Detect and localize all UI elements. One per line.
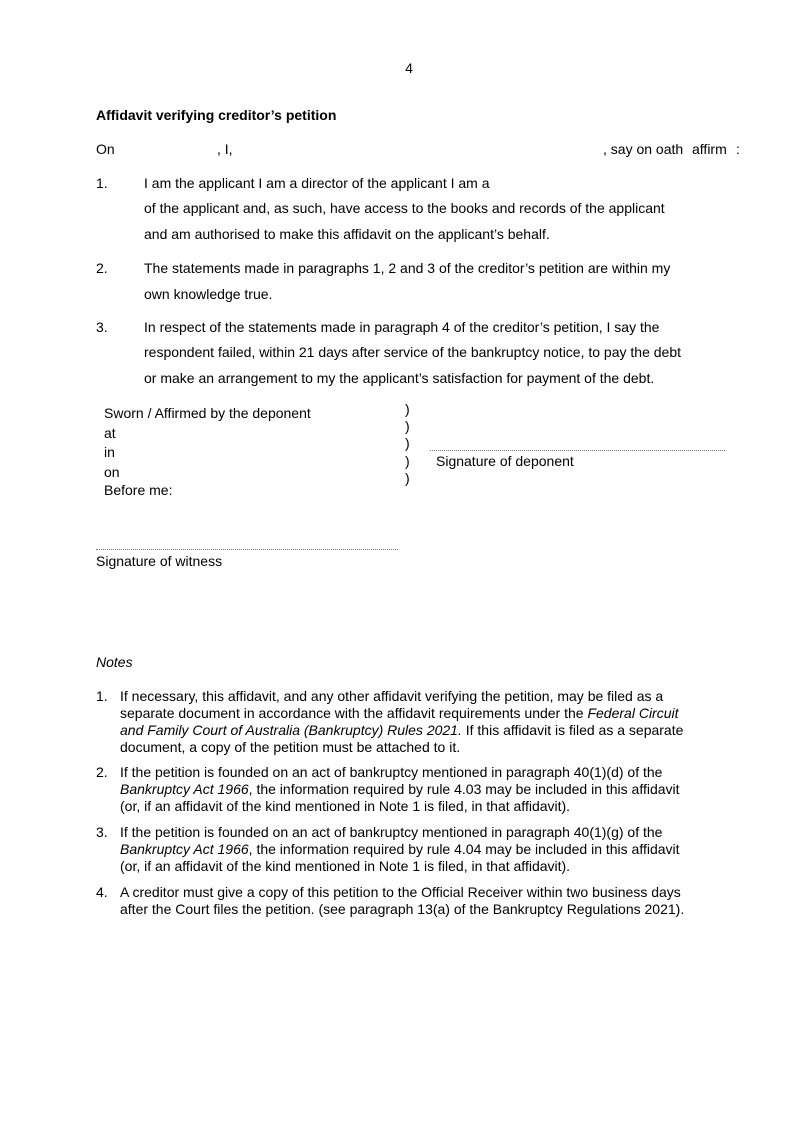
paragraph-number: 1. bbox=[96, 175, 108, 191]
jurat-bracket: ) bbox=[405, 401, 410, 417]
paragraph-line: I am the applicant I am a director of the applicant I am a bbox=[144, 175, 490, 191]
jurat-before-me: Before me: bbox=[104, 482, 173, 498]
jurat-sworn: Sworn / Affirmed by the deponent bbox=[104, 405, 311, 421]
intro-on: On bbox=[96, 141, 115, 157]
jurat-at: at bbox=[104, 425, 116, 441]
note-number: 2. bbox=[96, 764, 108, 780]
note-line: Bankruptcy Act 1966, the information required by rule 4.04 may be included in this affidavit bbox=[120, 841, 680, 857]
note-line: If the petition is founded on an act of bankruptcy mentioned in paragraph 40(1)(d) of the bbox=[120, 764, 663, 780]
paragraph-line: respondent failed, within 21 days after service of the bankruptcy notice, to pay the debt bbox=[144, 344, 681, 360]
deponent-signature-line bbox=[430, 450, 725, 451]
paragraph-line: The statements made in paragraphs 1, 2 and 3 of the creditor’s petition are within my bbox=[144, 260, 671, 276]
note-line: (or, if an affidavit of the kind mentioned in Note 1 is filed, in that affidavit). bbox=[120, 858, 571, 874]
deponent-signature-label: Signature of deponent bbox=[436, 453, 574, 469]
jurat-bracket: ) bbox=[405, 453, 410, 469]
intro-affirm: affirm bbox=[692, 141, 727, 157]
jurat-bracket: ) bbox=[405, 418, 410, 434]
page-number: 4 bbox=[405, 60, 413, 76]
paragraph-line: own knowledge true. bbox=[144, 286, 273, 302]
note-number: 3. bbox=[96, 824, 108, 840]
note-number: 4. bbox=[96, 884, 108, 900]
paragraph-number: 2. bbox=[96, 260, 108, 276]
paragraph-line: In respect of the statements made in paragraph 4 of the creditor’s petition, I say the bbox=[144, 319, 660, 335]
note-line: (or, if an affidavit of the kind mentioned in Note 1 is filed, in that affidavit). bbox=[120, 798, 571, 814]
note-line: If the petition is founded on an act of bankruptcy mentioned in paragraph 40(1)(g) of the bbox=[120, 824, 663, 840]
note-line: and Family Court of Australia (Bankruptcy) Rules 2021. If this affidavit is filed as a separate bbox=[120, 722, 684, 738]
intro-colon: : bbox=[736, 141, 740, 157]
notes-title: Notes bbox=[96, 654, 133, 670]
jurat-on: on bbox=[104, 464, 120, 480]
jurat-bracket: ) bbox=[405, 470, 410, 486]
affidavit-heading: Affidavit verifying creditor’s petition bbox=[96, 107, 337, 123]
note-line: If necessary, this affidavit, and any other affidavit verifying the petition, may be filed as a bbox=[120, 688, 664, 704]
jurat-in: in bbox=[104, 444, 115, 460]
witness-signature-line bbox=[96, 549, 398, 550]
paragraph-line: and am authorised to make this affidavit on the applicant’s behalf. bbox=[144, 226, 550, 242]
note-line: after the Court files the petition. (see paragraph 13(a) of the Bankruptcy Regulations 2021). bbox=[120, 901, 685, 917]
intro-say-on-oath: , say on oath bbox=[603, 141, 684, 157]
paragraph-line: or make an arrangement to my the applicant’s satisfaction for payment of the debt. bbox=[144, 370, 655, 386]
paragraph-number: 3. bbox=[96, 319, 108, 335]
note-line: document, a copy of the petition must be attached to it. bbox=[120, 739, 461, 755]
note-line: separate document in accordance with the affidavit requirements under the Federal Circuit bbox=[120, 705, 679, 721]
witness-signature-label: Signature of witness bbox=[96, 553, 223, 569]
intro-i: , I, bbox=[217, 141, 233, 157]
jurat-bracket: ) bbox=[405, 435, 410, 451]
paragraph-line: of the applicant and, as such, have access to the books and records of the applicant bbox=[144, 200, 665, 216]
note-line: A creditor must give a copy of this petition to the Official Receiver within two business days bbox=[120, 884, 681, 900]
note-line: Bankruptcy Act 1966, the information required by rule 4.03 may be included in this affidavit bbox=[120, 781, 680, 797]
note-number: 1. bbox=[96, 688, 108, 704]
